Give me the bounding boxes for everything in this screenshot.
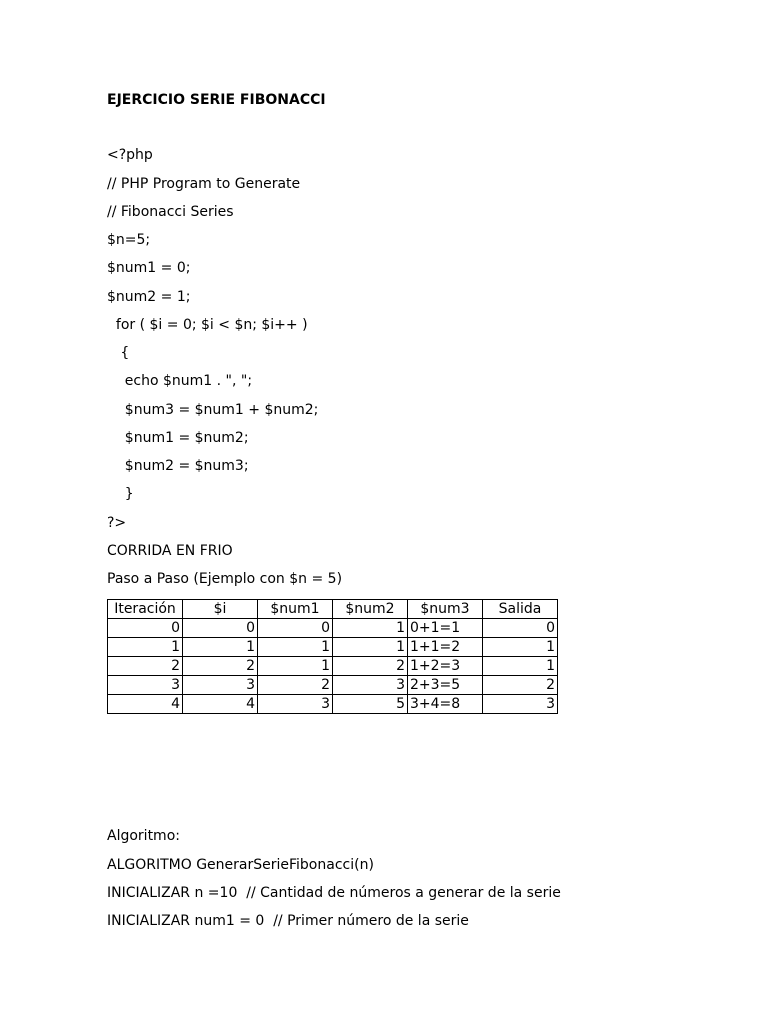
table-row	[108, 695, 558, 714]
table-row	[108, 619, 558, 638]
column-header: $num3	[408, 600, 483, 619]
table-cell: 3+4=8	[408, 695, 483, 714]
table-cell: 2+3=5	[408, 676, 483, 695]
table-row	[108, 657, 558, 676]
code-line: $num2 = $num3;	[107, 458, 249, 474]
column-header: $num2	[333, 600, 408, 619]
table-cell: 2	[333, 657, 408, 676]
table-cell: 1	[483, 638, 558, 657]
algorithm-line: INICIALIZAR n =10 // Cantidad de números a generar de la serie	[107, 885, 561, 901]
code-line: }	[107, 486, 134, 502]
code-line: {	[107, 345, 130, 361]
table-cell: 0	[258, 619, 333, 638]
table-cell: 1	[258, 657, 333, 676]
table-cell: 2	[108, 657, 183, 676]
table-row	[108, 676, 558, 695]
code-line: $num2 = 1;	[107, 289, 191, 305]
table-cell: 1	[183, 638, 258, 657]
algorithm-line: ALGORITMO GenerarSerieFibonacci(n)	[107, 857, 374, 873]
table-cell: 1+2=3	[408, 657, 483, 676]
table-cell: 1	[258, 638, 333, 657]
code-line: $num1 = $num2;	[107, 430, 249, 446]
table-cell: 1	[333, 638, 408, 657]
table-cell: 5	[333, 695, 408, 714]
table-cell: 3	[183, 676, 258, 695]
table-cell: 1	[483, 657, 558, 676]
code-line: $n=5;	[107, 232, 151, 248]
section-label: CORRIDA EN FRIO	[107, 543, 233, 559]
code-line: for ( $i = 0; $i < $n; $i++ )	[107, 317, 308, 333]
table-cell: 3	[483, 695, 558, 714]
table-cell: 3	[108, 676, 183, 695]
table-cell: 1+1=2	[408, 638, 483, 657]
table-cell: 4	[183, 695, 258, 714]
table-cell: 3	[258, 695, 333, 714]
table-cell: 2	[258, 676, 333, 695]
table-cell: 1	[108, 638, 183, 657]
code-line: <?php	[107, 147, 153, 163]
column-header: $num1	[258, 600, 333, 619]
table-header-row	[108, 600, 558, 619]
trace-table	[107, 599, 558, 714]
table-cell: 0	[483, 619, 558, 638]
table-cell: 2	[183, 657, 258, 676]
column-header: $i	[183, 600, 258, 619]
code-line: $num3 = $num1 + $num2;	[107, 402, 319, 418]
code-line: echo $num1 . ", ";	[107, 373, 253, 389]
table-cell: 3	[333, 676, 408, 695]
column-header: Salida	[483, 600, 558, 619]
table-cell: 0	[183, 619, 258, 638]
column-header: Iteración	[108, 600, 183, 619]
table-cell: 0	[108, 619, 183, 638]
code-line: ?>	[107, 515, 127, 531]
code-line: // PHP Program to Generate	[107, 176, 301, 192]
table-cell: 2	[483, 676, 558, 695]
table-cell: 0+1=1	[408, 619, 483, 638]
code-line: $num1 = 0;	[107, 260, 191, 276]
table-row	[108, 638, 558, 657]
document-title: EJERCICIO SERIE FIBONACCI	[107, 92, 326, 108]
step-label: Paso a Paso (Ejemplo con $n = 5)	[107, 571, 343, 587]
algorithm-line: INICIALIZAR num1 = 0 // Primer número de la serie	[107, 913, 469, 929]
code-line: // Fibonacci Series	[107, 204, 234, 220]
table-cell: 4	[108, 695, 183, 714]
table-cell: 1	[333, 619, 408, 638]
algorithm-line: Algoritmo:	[107, 828, 180, 844]
